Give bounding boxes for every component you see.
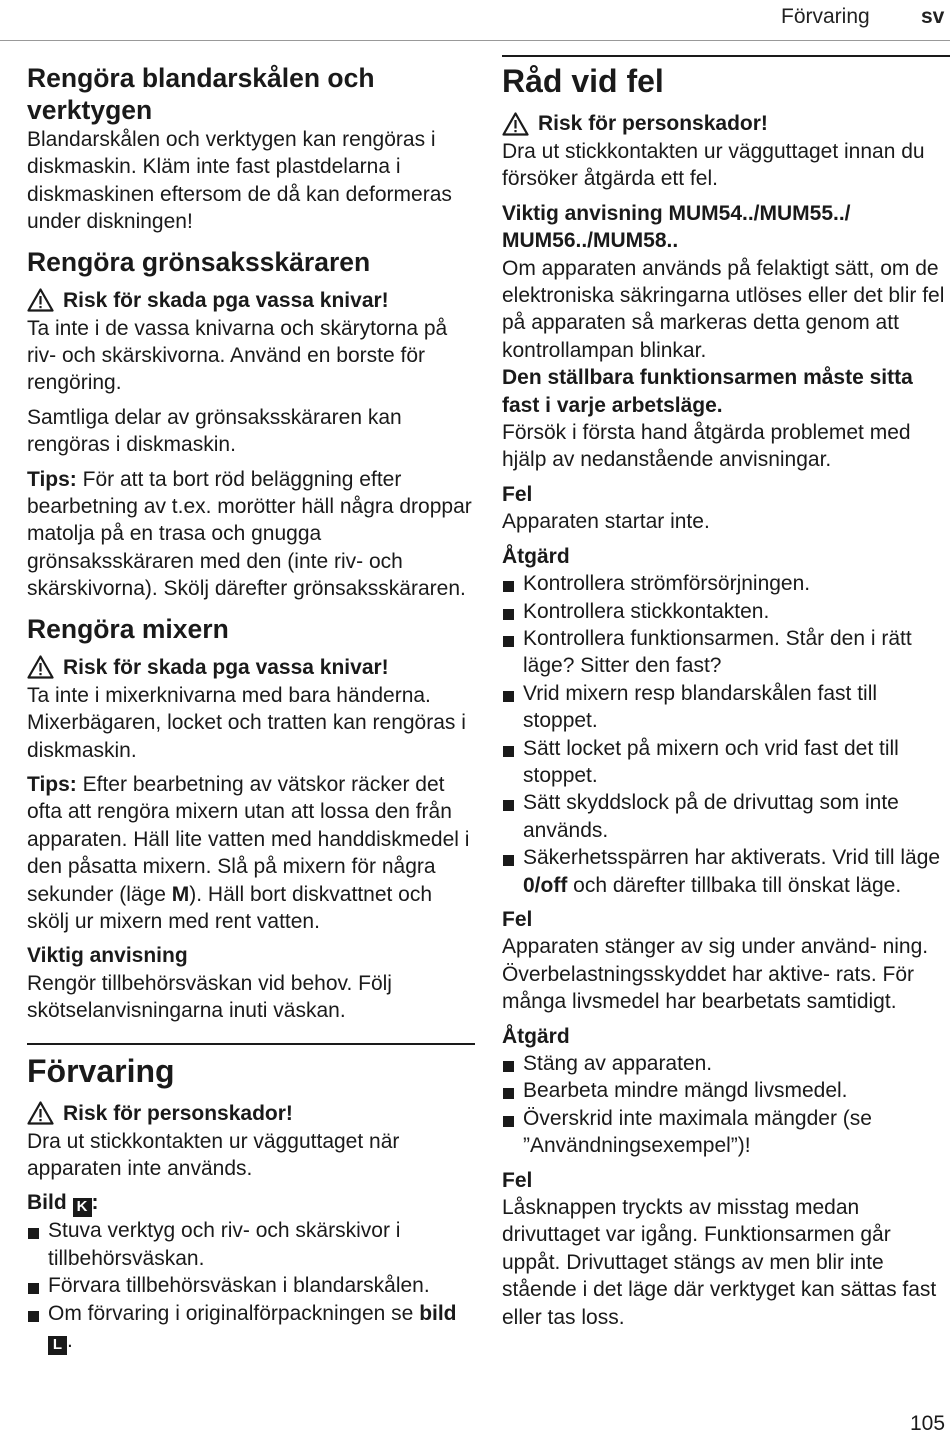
warning-text: Risk för skada pga vassa knivar! [63, 655, 389, 679]
warning-personal-injury-storage [27, 1099, 475, 1128]
warning-text: Risk för skada pga vassa knivar! [63, 288, 389, 312]
bullet-square-icon [503, 636, 514, 647]
tip-label: Tips: [27, 467, 77, 491]
section-divider-faults [502, 55, 950, 57]
warning-triangle-icon [27, 655, 54, 679]
running-header-section: Förvaring [781, 5, 870, 28]
heading-important-note: Viktig anvisning [27, 944, 188, 968]
label-fault-2: Fel [502, 907, 533, 931]
list-item: Stuva verktyg och riv- och skärskivor i tillbehörsväskan. [27, 1217, 475, 1272]
list-item: Kontrollera stickkontakten. [502, 598, 950, 625]
heading-clean-vegetable-cutter: Rengöra grönsaksskäraren [27, 246, 371, 277]
bullet-square-icon [503, 581, 514, 592]
figure-reference-k: Bild K : [27, 1191, 99, 1216]
bullet-square-icon [503, 746, 514, 757]
list-item: Bearbeta mindre mängd livsmedel. [502, 1077, 950, 1104]
heading-model-note: Viktig anvisning MUM54../MUM55../ MUM56../MUM58.. [502, 201, 851, 253]
paragraph-storage: Dra ut stickkontakten ur vägguttaget när apparaten inte används. [27, 1129, 400, 1180]
storage-list [27, 1217, 475, 1355]
figure-letter-k: K [73, 1198, 92, 1217]
bullet-square-icon [28, 1228, 39, 1239]
warning-personal-injury-faults [502, 109, 950, 138]
label-remedy-1: Åtgärd [502, 544, 570, 568]
bullet-square-icon [503, 800, 514, 811]
paragraph-vegetable-2: Samtliga delar av grönsaksskäraren kan rengöras i diskmaskin. [27, 405, 402, 457]
list-item: Sätt skyddslock på de drivuttag som inte används. [502, 789, 950, 844]
list-item: Överskrid inte maximala mängder (se ”Användningsexempel”)! [502, 1105, 950, 1160]
fault-1-text: Apparaten startar inte. [502, 510, 710, 534]
label-remedy-2: Åtgärd [502, 1024, 570, 1048]
paragraph-mixer-tip: Tips: Efter bearbetning av vätskor räcker det ofta att rengöra mixern utan att lossa den från apparaten. Häll lite vatten med handdiskmedel i den påsatta mixern. Slå på mixern för några sekunder (läge M). Häll bort diskvattnet och skölj ur mixern med rent vatten. [27, 772, 470, 933]
heading-clean-mixer: Rengöra mixern [27, 613, 229, 644]
list-item: Om förvaring i originalförpackningen se bild L . [27, 1300, 475, 1355]
bullet-square-icon [503, 1116, 514, 1127]
bullet-square-icon [28, 1283, 39, 1294]
bullet-square-icon [503, 1088, 514, 1099]
remedy-2-list [502, 1050, 950, 1160]
label-fault-3: Fel [502, 1168, 533, 1192]
warning-sharp-blades-mixer [27, 653, 475, 682]
figure-letter-l: L [48, 1336, 67, 1355]
bullet-square-icon [503, 855, 514, 866]
tip-label: Tips: [27, 772, 77, 796]
warning-text: Risk för personskador! [538, 112, 768, 135]
bullet-square-icon [503, 609, 514, 620]
warning-triangle-icon [502, 112, 529, 136]
header-divider [0, 40, 950, 41]
heading-clean-mixing-bowl: Rengöra blandarskålen och verktygen [27, 63, 375, 125]
right-column [502, 55, 950, 1331]
paragraph-models: Om apparaten används på felaktigt sätt, om de elektroniska säkringarna utlöses eller det blir fel på apparaten så markeras detta genom att kontrollampan blinkar. [502, 256, 945, 362]
bullet-square-icon [503, 1061, 514, 1072]
warning-triangle-icon [27, 288, 54, 312]
list-item: Kontrollera funktionsarmen. Står den i rätt läge? Sitter den fast? [502, 625, 950, 680]
heading-troubleshooting: Råd vid fel [502, 63, 664, 99]
bullet-square-icon [503, 691, 514, 702]
running-header-language: sv [921, 5, 945, 28]
section-divider-storage [27, 1043, 475, 1045]
list-item: Säkerhetsspärren har aktiverats. Vrid till läge 0/off och därefter tillbaka till önskat läge. [502, 844, 950, 899]
paragraph-mixing-bowl: Blandarskålen och verktygen kan rengöras i diskmaskin. Kläm inte fast plastdelarna i diskmaskinen eftersom de då kan deformeras under diskningen! [27, 128, 452, 234]
paragraph-vegetable-tip: Tips: För att ta bort röd beläggning efter bearbetning av t.ex. morötter häll några droppar matolja på en trasa och gnugga grönsaksskäraren med den (inte riv- och skärskivorna). Skölj därefter grönsaksskäraren. [27, 467, 472, 601]
paragraph-arm-bold: Den ställbara funktionsarmen måste sitta fast i varje arbetsläge. [502, 366, 913, 417]
paragraph-vegetable-1: Ta inte i de vassa knivarna och skärytorna på riv- och skärskivorna. Använd en borste för rengöring. [27, 316, 448, 395]
label-fault-1: Fel [502, 482, 533, 506]
list-item: Stäng av apparaten. [502, 1050, 950, 1077]
left-column [27, 62, 475, 1355]
warning-sharp-blades [27, 286, 475, 315]
fault-2-text: Apparaten stänger av sig under använd- ning. Överbelastningsskyddet har aktive- rats. För många livsmedel har bearbetats samtidigt. [502, 935, 929, 1014]
paragraph-important: Rengör tillbehörsväskan vid behov. Följ skötselanvisningarna inuti väskan. [27, 971, 392, 1023]
list-item: Kontrollera strömförsörjningen. [502, 570, 950, 597]
page-number: 105 [910, 1412, 946, 1435]
list-item: Förvara tillbehörsväskan i blandarskålen. [27, 1272, 475, 1299]
list-item: Vrid mixern resp blandarskålen fast till stoppet. [502, 680, 950, 735]
warning-triangle-icon [27, 1101, 54, 1125]
fault-3-text: Låsknappen tryckts av misstag medan drivuttaget var igång. Funktionsarmen går uppåt. Drivuttaget stängs av men blir inte stående i det läge där verktyget kan sättas fast eller tas loss. [502, 1196, 937, 1329]
remedy-1-list [502, 570, 950, 899]
paragraph-faults-1: Dra ut stickkontakten ur vägguttaget innan du försöker åtgärda ett fel. [502, 140, 925, 191]
paragraph-mixer-1: Ta inte i mixerknivarna med bara händerna. Mixerbägaren, locket och tratten kan rengöras i diskmaskin. [27, 683, 466, 762]
warning-text: Risk för personskador! [63, 1101, 293, 1125]
list-item: Sätt locket på mixern och vrid fast det till stoppet. [502, 735, 950, 790]
paragraph-try-first: Försök i första hand åtgärda problemet med hjälp av nedanstående anvisningar. [502, 421, 911, 472]
heading-storage: Förvaring [27, 1052, 175, 1089]
bullet-square-icon [28, 1311, 39, 1322]
